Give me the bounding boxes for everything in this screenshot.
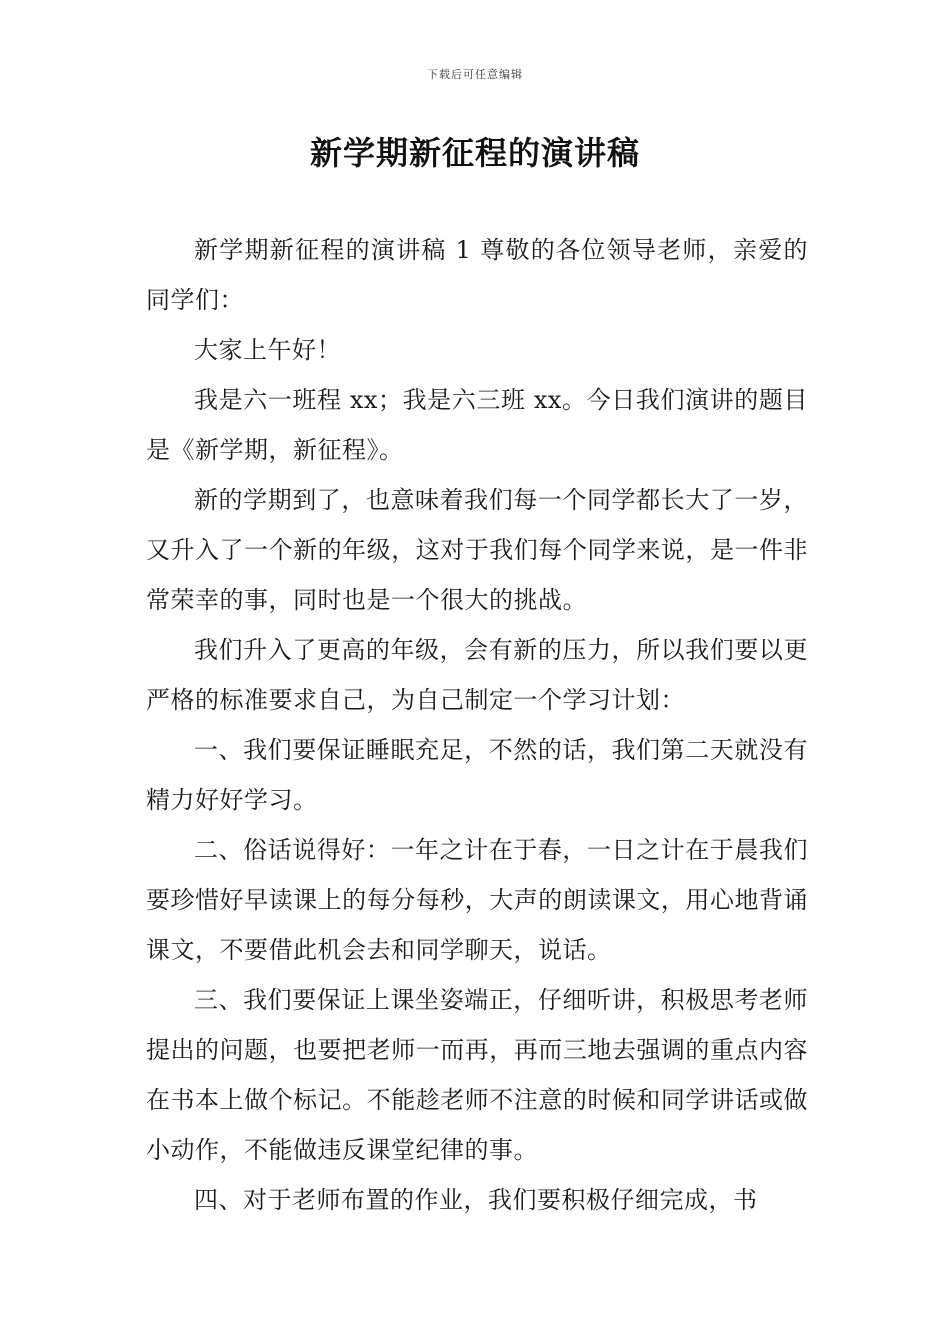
paragraph-plan-item-1: 一、我们要保证睡眠充足，不然的话，我们第二天就没有精力好好学习。 — [146, 736, 808, 814]
paragraph-greeting: 新学期新征程的演讲稿 1 尊敬的各位领导老师，亲爱的同学们： — [146, 236, 808, 314]
paragraph-introduction: 我是六一班程 xx；我是六三班 xx。今日我们演讲的题目是《新学期，新征程》。 — [146, 386, 808, 464]
document-body — [146, 225, 808, 1225]
paragraph-plan-item-4: 四、对于老师布置的作业，我们要积极仔细完成，书 — [194, 1186, 758, 1214]
paragraph-new-semester: 新的学期到了，也意味着我们每一个同学都长大了一岁，又升入了一个新的年级，这对于我们每个同学来说，是一件非常荣幸的事，同时也是一个很大的挑战。 — [146, 486, 808, 614]
paragraph-study-plan: 我们升入了更高的年级，会有新的压力，所以我们要以更严格的标准要求自己，为自己制定一个学习计划： — [146, 636, 808, 714]
document-title: 新学期新征程的演讲稿 — [309, 134, 640, 172]
header-note: 下载后可任意编辑 — [427, 68, 523, 81]
paragraph-hello: 大家上午好！ — [194, 336, 341, 364]
paragraph-plan-item-2: 二、俗话说得好：一年之计在于春，一日之计在于晨我们要珍惜好早读课上的每分每秒，大声的朗读课文，用心地背诵课文，不要借此机会去和同学聊天，说话。 — [146, 836, 808, 964]
paragraph-plan-item-3: 三、我们要保证上课坐姿端正，仔细听讲，积极思考老师提出的问题，也要把老师一而再，再而三地去强调的重点内容在书本上做个标记。不能趁老师不注意的时候和同学讲话或做小动作，不能做违反课堂纪律的事。 — [146, 986, 808, 1164]
